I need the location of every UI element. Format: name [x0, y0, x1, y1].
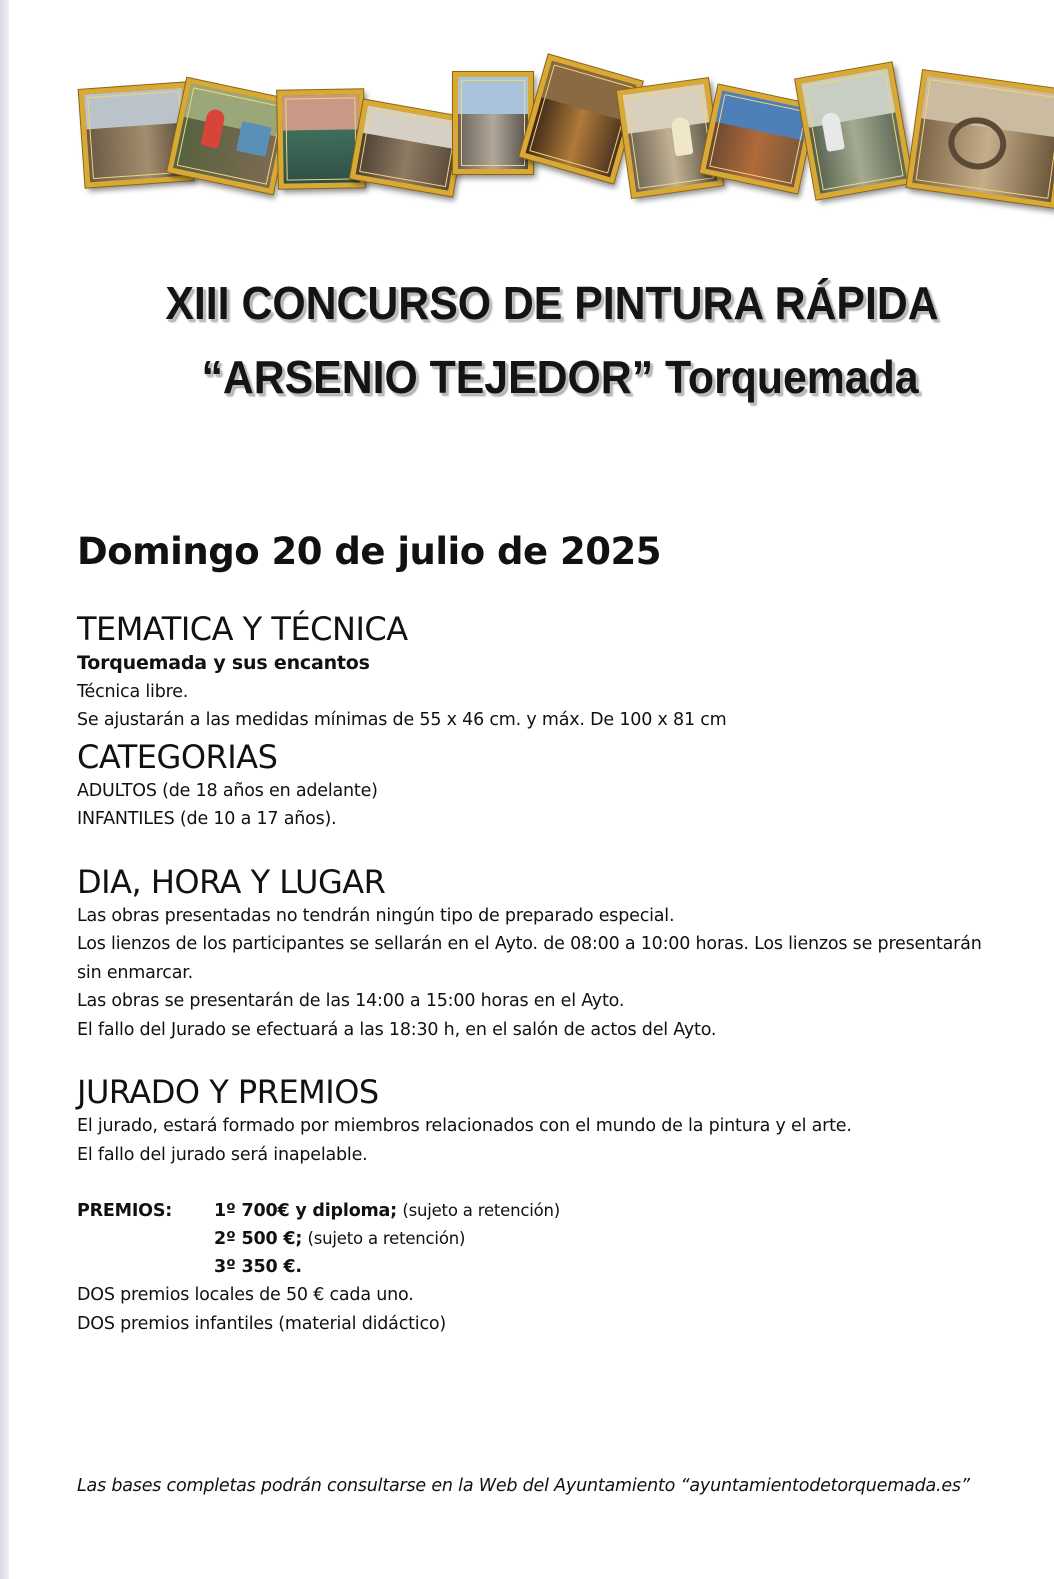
prize-third: 3º 350 €.: [214, 1257, 302, 1277]
prize-row: [77, 1197, 1047, 1225]
collage-photo-bridge: [907, 70, 1054, 208]
photo-collage: [0, 0, 1054, 230]
section-heading-tematica: TEMATICA Y TÉCNICA: [77, 610, 408, 648]
dia-line: Las obras se presentarán de las 14:00 a 15:00 horas en el Ayto.: [77, 991, 625, 1011]
tematica-subheading: Torquemada y sus encantos: [77, 652, 370, 674]
section-categorias: [77, 737, 1047, 834]
dia-line: Las obras presentadas no tendrán ningún tipo de preparado especial.: [77, 905, 675, 926]
section-dia-hora-lugar: [77, 862, 1047, 1045]
section-heading-dia: DIA, HORA Y LUGAR: [77, 862, 386, 901]
main-content: [77, 530, 1047, 1338]
prize-first: 1º 700€ y diploma;: [214, 1201, 397, 1221]
dia-line: sin enmarcar.: [77, 962, 193, 983]
dia-line: El fallo del Jurado se efectuará a las 18:30 h, en el salón de actos del Ayto.: [77, 1019, 717, 1040]
section-tematica: [77, 609, 1047, 735]
contest-title: XIII CONCURSO DE PINTURA RÁPIDA: [165, 277, 939, 329]
prizes-label: PREMIOS:: [77, 1201, 173, 1221]
section-heading-categorias: CATEGORIAS: [77, 737, 278, 776]
tematica-line: Técnica libre.: [77, 681, 189, 702]
section-heading-jurado: JURADO Y PREMIOS: [77, 1073, 379, 1111]
prize-row: [77, 1225, 1047, 1253]
footer-note: Las bases completas podrán consultarse en la Web del Ayuntamiento “ayuntamientodetorquemada.es”: [77, 1476, 970, 1496]
prize-row: [77, 1253, 1047, 1281]
prize-extra: DOS premios infantiles (material didáctico): [77, 1313, 447, 1334]
prize-note: (sujeto a retención): [307, 1229, 466, 1248]
section-jurado-premios: [77, 1072, 1047, 1169]
prize-second: 2º 500 €;: [214, 1229, 303, 1249]
dia-line: Los lienzos de los participantes se sellarán en el Ayto. de 08:00 a 10:00 horas. Los lienzos se presentarán: [77, 934, 982, 954]
prize-note: (sujeto a retención): [402, 1201, 561, 1220]
categoria-line: INFANTILES (de 10 a 17 años).: [77, 809, 337, 829]
event-date: Domingo 20 de julio de 2025: [77, 530, 661, 573]
page-edge: [0, 0, 9, 1579]
tematica-line: Se ajustarán a las medidas mínimas de 55 x 46 cm. y máx. De 100 x 81 cm: [77, 710, 727, 730]
collage-photo-painting-wall: [795, 62, 913, 199]
collage-photo-easel: [453, 72, 533, 174]
prizes-list: [77, 1197, 1047, 1338]
contest-subtitle: “ARSENIO TEJEDOR” Torquemada: [201, 351, 919, 403]
prize-extra: DOS premios locales de 50 € cada uno.: [77, 1285, 414, 1305]
jurado-line: El jurado, estará formado por miembros relacionados con el mundo de la pintura y el arte.: [77, 1116, 852, 1136]
categoria-line: ADULTOS (de 18 años en adelante): [77, 780, 378, 801]
collage-photo-village: [350, 100, 466, 197]
jurado-line: El fallo del jurado será inapelable.: [77, 1144, 368, 1165]
